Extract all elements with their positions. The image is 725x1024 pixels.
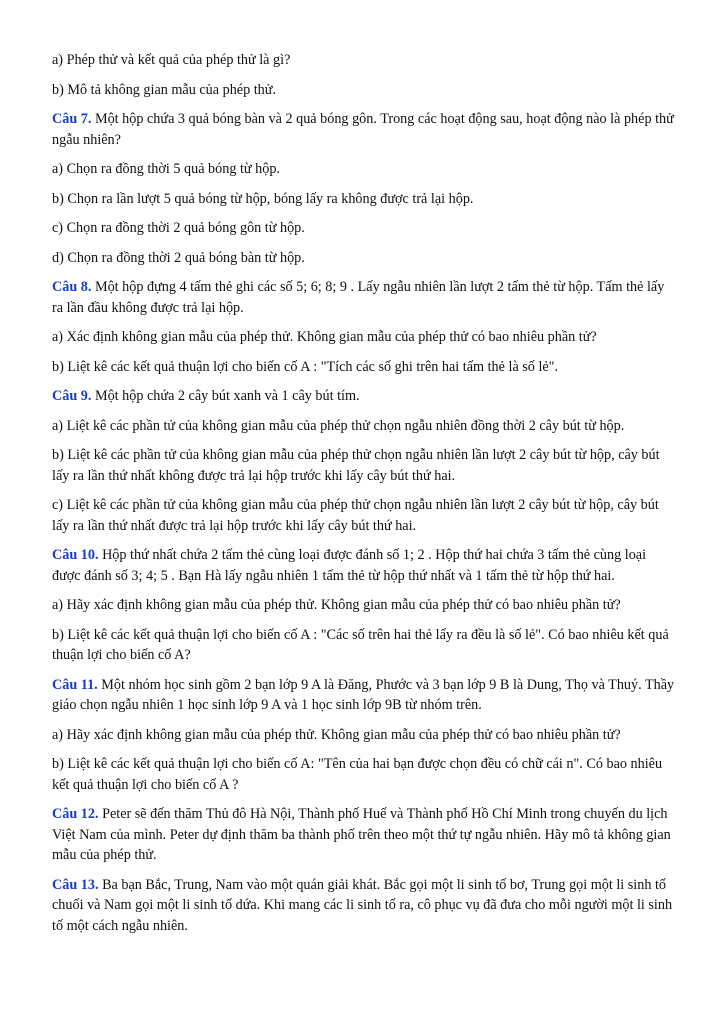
paragraph	[52, 248, 677, 269]
paragraph	[52, 327, 677, 348]
question-label: Câu 9.	[52, 388, 92, 404]
document-body	[52, 50, 677, 945]
paragraph-text: b) Liệt kê các phần tử của không gian mẫu của phép thử chọn ngẫu nhiên lần lượt 2 cây bút từ hộp, cây bút lấy ra lần thứ nhất không được trả lại hộp trước khi lấy cây bút thứ hai.	[52, 447, 660, 484]
paragraph	[52, 386, 677, 407]
question-label: Câu 7.	[52, 111, 92, 127]
paragraph	[52, 625, 677, 666]
paragraph	[52, 754, 677, 795]
paragraph-text: a) Phép thử và kết quả của phép thử là gì?	[52, 52, 291, 68]
paragraph-text: b) Chọn ra lần lượt 5 quả bóng từ hộp, bóng lấy ra không được trả lại hộp.	[52, 190, 474, 207]
paragraph	[52, 159, 677, 180]
paragraph	[52, 80, 677, 101]
question-label: Câu 10.	[52, 547, 99, 563]
paragraph-text: Một hộp chứa 2 cây bút xanh và 1 cây bút tím.	[91, 388, 360, 404]
paragraph	[52, 109, 677, 150]
paragraph	[52, 495, 677, 536]
paragraph	[52, 445, 677, 486]
paragraph	[52, 875, 677, 937]
paragraph	[52, 277, 677, 318]
question-label: Câu 12.	[52, 806, 99, 822]
paragraph-text: b) Mô tả không gian mẫu của phép thử.	[52, 81, 277, 98]
paragraph-text: a) Chọn ra đồng thời 5 quả bóng từ hộp.	[52, 161, 280, 177]
paragraph-text: Một hộp chứa 3 quả bóng bàn và 2 quả bóng gôn. Trong các hoạt động sau, hoạt động nào là phép thử ngẫu nhiên?	[52, 111, 674, 148]
paragraph	[52, 189, 677, 210]
paragraph-text: a) Hãy xác định không gian mẫu của phép thử. Không gian mẫu của phép thử có bao nhiêu phần tử?	[52, 597, 621, 613]
paragraph-text: Một hộp đựng 4 tấm thẻ ghi các số 5; 6; 8; 9 . Lấy ngẫu nhiên lần lượt 2 tấm thẻ từ hộp. Tấm thẻ lấy ra lần đầu không được trả lại hộp.	[52, 279, 665, 316]
paragraph	[52, 804, 677, 866]
paragraph	[52, 545, 677, 586]
paragraph	[52, 675, 677, 716]
question-label: Câu 11.	[52, 676, 98, 693]
paragraph-text: b) Liệt kê các kết quả thuận lợi cho biến cố A: "Tên của hai bạn được chọn đều có chữ cái n". Có bao nhiêu kết quả thuận lợi cho biến cố A ?	[52, 756, 663, 793]
paragraph-text: d) Chọn ra đồng thời 2 quả bóng bàn từ hộp.	[52, 249, 305, 266]
paragraph	[52, 357, 677, 378]
paragraph	[52, 50, 677, 71]
paragraph-text: Ba bạn Bắc, Trung, Nam vào một quán giải khát. Bắc gọi một li sinh tố bơ, Trung gọi một li sinh tố chuối và Nam gọi một li sinh tố dứa. Khi mang các li sinh tố ra, cô phục vụ đã đưa cho mỗi người một li sinh tố một cách ngẫu nhiên.	[52, 876, 673, 934]
paragraph-text: Hộp thứ nhất chứa 2 tấm thẻ cùng loại được đánh số 1; 2 . Hộp thứ hai chứa 3 tấm thẻ cùng loại được đánh số 3; 4; 5 . Bạn Hà lấy ngẫu nhiên 1 tấm thẻ từ hộp thứ nhất và 1 tấm thẻ từ hộp thứ hai.	[52, 547, 647, 584]
paragraph-text: Một nhóm học sinh gồm 2 bạn lớp 9 A là Đăng, Phước và 3 bạn lớp 9 B là Dung, Thọ và Thuý. Thầy giáo chọn ngẫu nhiên 1 học sinh lớp 9 A và 1 học sinh lớp 9B từ nhóm trên.	[52, 676, 675, 713]
paragraph	[52, 218, 677, 239]
paragraph-text: b) Liệt kê các kết quả thuận lợi cho biến cố A : "Các số trên hai thẻ lấy ra đều là số lẻ". Có bao nhiêu kết quả thuận lợi cho biến cố A?	[52, 626, 669, 663]
paragraph-text: c) Liệt kê các phần tử của không gian mẫu của phép thử chọn ngẫu nhiên lần lượt 2 cây bút từ hộp, cây bút lấy ra lần thứ nhất được trả lại hộp trước khi lấy cây bút thứ hai.	[52, 497, 659, 534]
paragraph	[52, 416, 677, 437]
question-label: Câu 8.	[52, 279, 92, 295]
paragraph-text: a) Liệt kê các phần tử của không gian mẫu của phép thử chọn ngẫu nhiên đồng thời 2 cây bút từ hộp.	[52, 417, 625, 434]
paragraph-text: b) Liệt kê các kết quả thuận lợi cho biến cố A : "Tích các số ghi trên hai tấm thẻ là số lẻ".	[52, 358, 559, 375]
question-label: Câu 13.	[52, 876, 99, 893]
paragraph	[52, 595, 677, 616]
paragraph	[52, 725, 677, 746]
paragraph-text: Peter sẽ đến thăm Thủ đô Hà Nội, Thành phố Huế và Thành phố Hồ Chí Minh trong chuyến du lịch Việt Nam của mình. Peter dự định thăm ba thành phố trên theo một thứ tự ngẫu nhiên. Hãy mô tả không gian mẫu của phép thử.	[52, 806, 671, 863]
paragraph-text: a) Hãy xác định không gian mẫu của phép thử. Không gian mẫu của phép thử có bao nhiêu phần tử?	[52, 726, 621, 743]
paragraph-text: c) Chọn ra đồng thời 2 quả bóng gôn từ hộp.	[52, 220, 305, 236]
paragraph-text: a) Xác định không gian mẫu của phép thử. Không gian mẫu của phép thử có bao nhiêu phần tử?	[52, 329, 597, 345]
